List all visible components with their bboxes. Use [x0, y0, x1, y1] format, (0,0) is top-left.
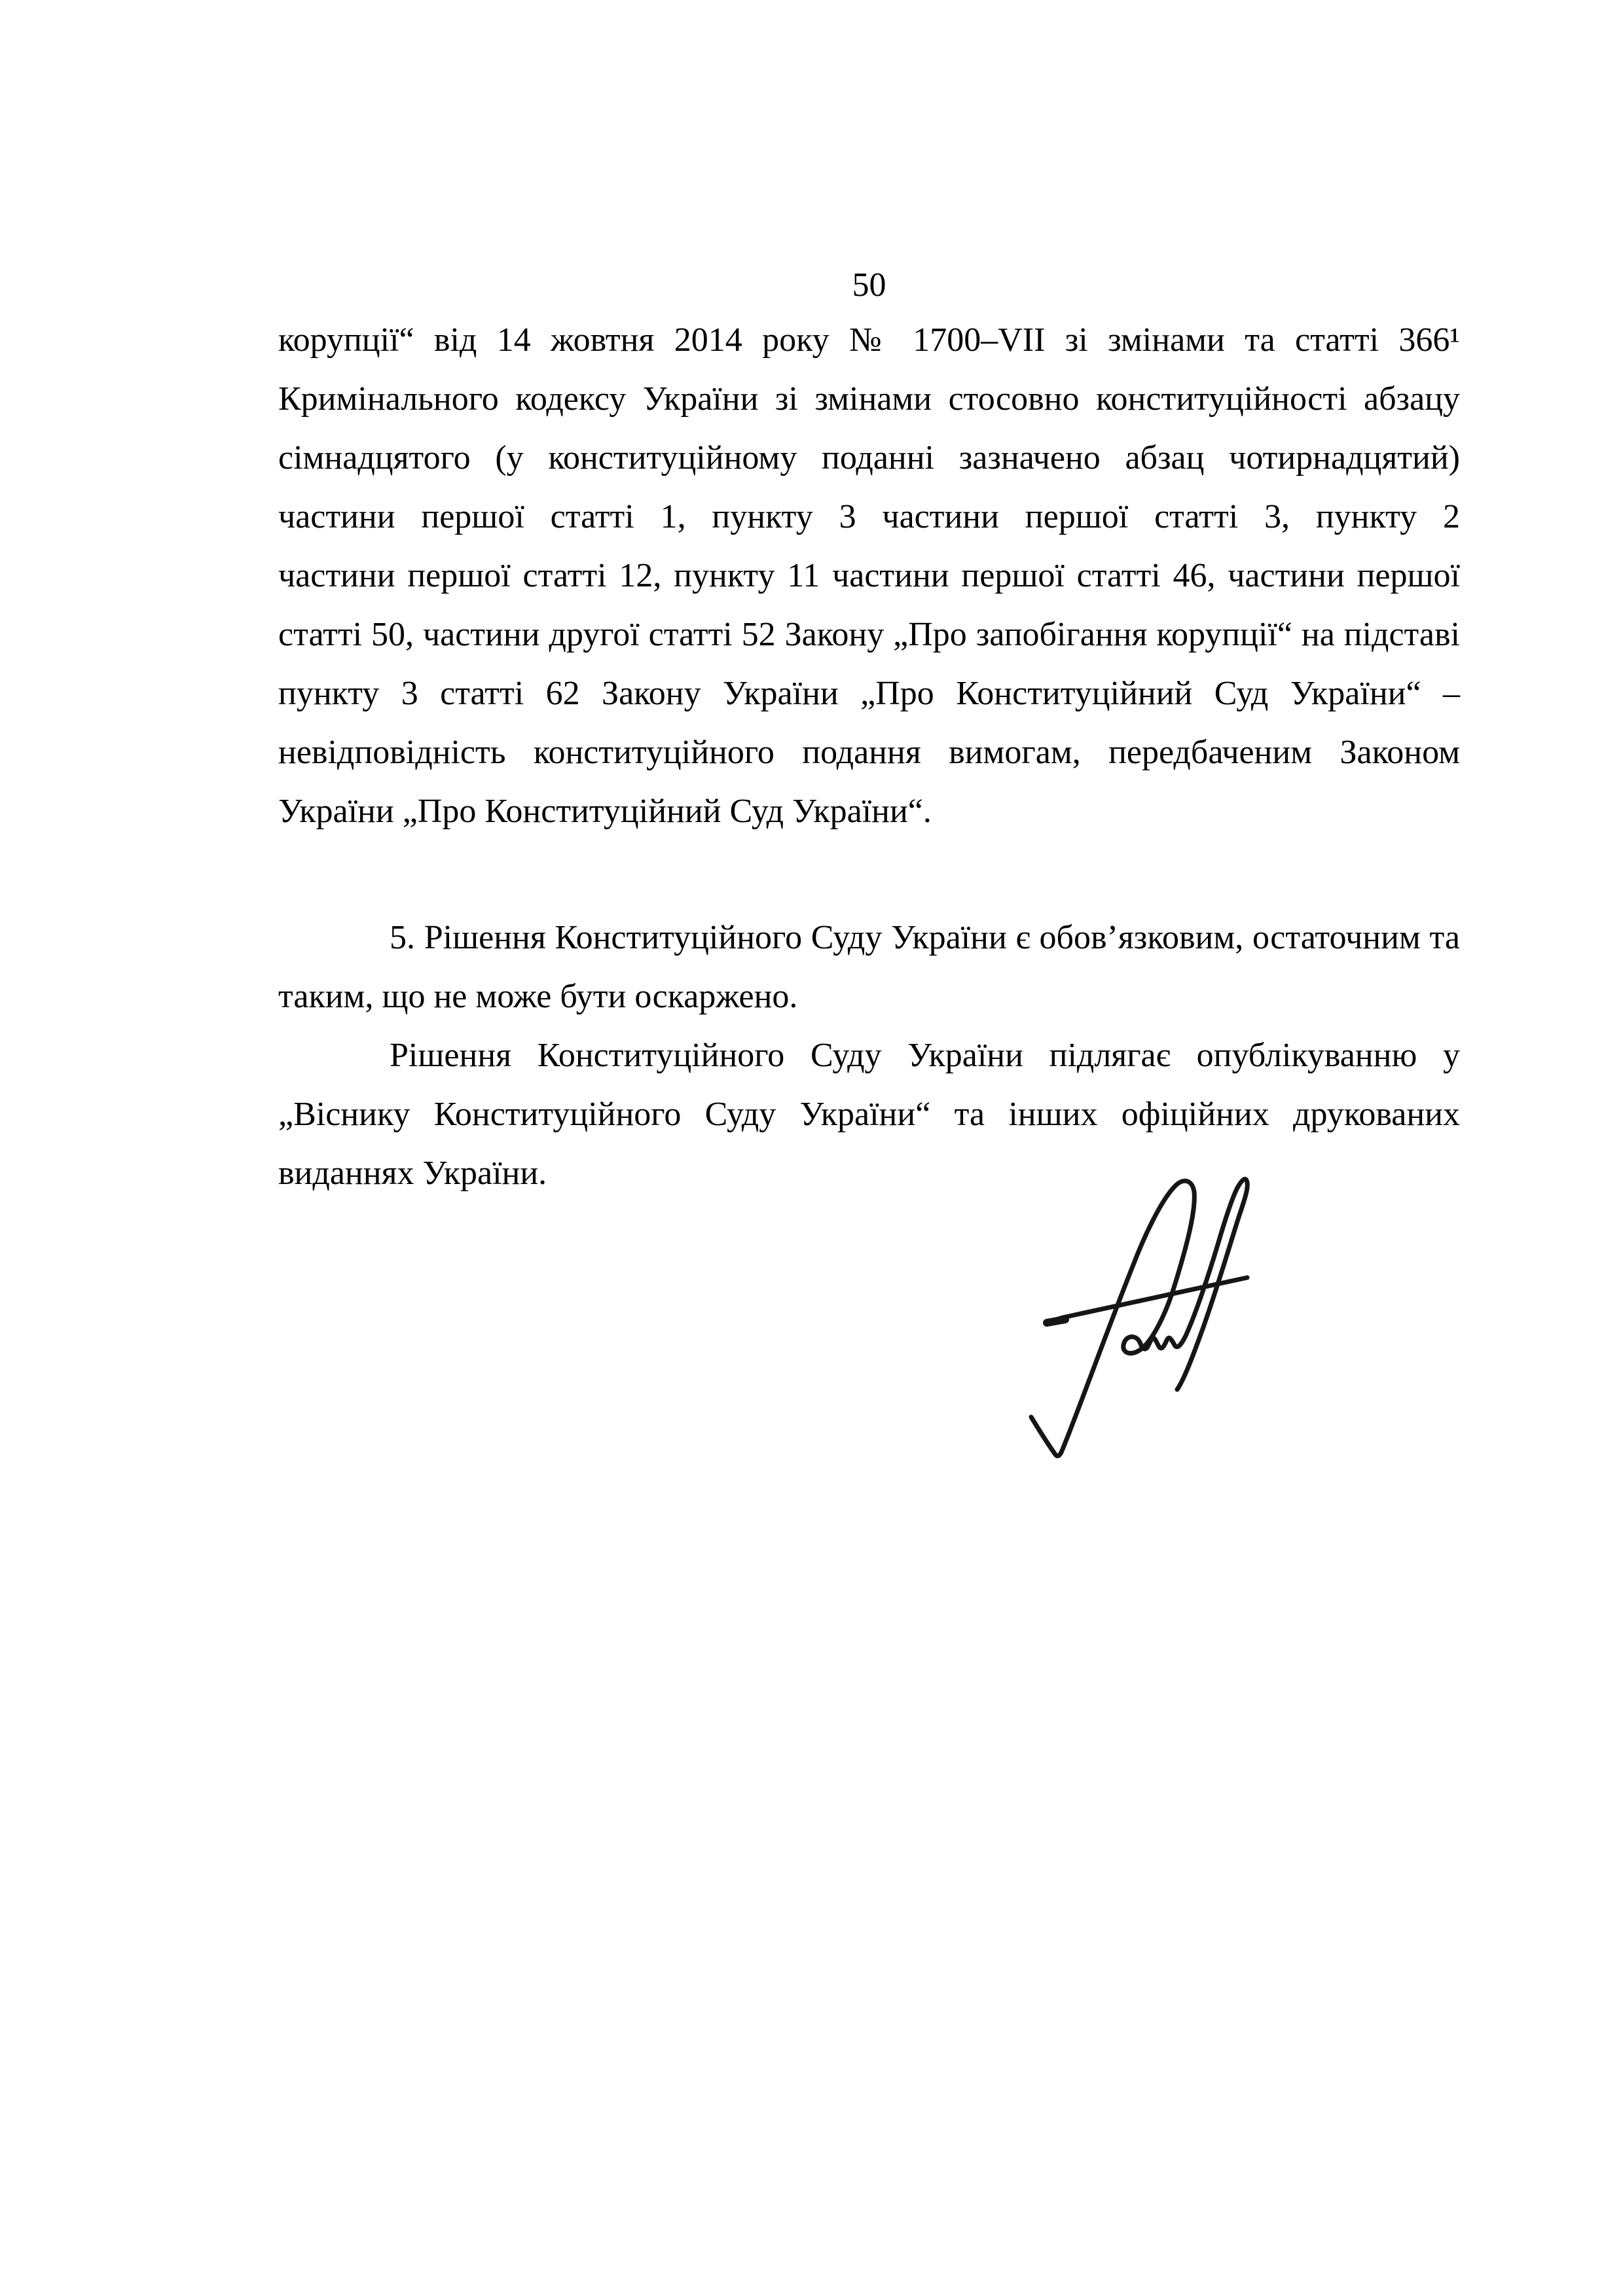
text-line: 5. Рішення Конституційного Суду України є обов’язковим, остаточним та: [390, 919, 1460, 956]
text-line: невідповідність конституційного подання вимогам, передбаченим Законом: [278, 734, 1460, 771]
text-line: сімнадцятого (у конституційному поданні зазначено абзац чотирнадцятий): [278, 439, 1460, 476]
text-line: частини першої статті 12, пункту 11 частини першої статті 46, частини першої: [278, 557, 1460, 594]
text-line: виданнях України.: [278, 1155, 547, 1192]
text-line: „Віснику Конституційного Суду України“ та інших офіційних друкованих: [278, 1096, 1460, 1133]
text-line: корупції“ від 14 жовтня 2014 року № 1700–VII зі змінами та статті 366¹: [278, 321, 1460, 359]
document-body: [278, 311, 1460, 1203]
paragraph-continuation: [278, 311, 1460, 841]
text-line: частини першої статті 1, пункту 3 частини першої статті 3, пункту 2: [278, 498, 1460, 535]
text-line: Кримінального кодексу України зі змінами стосовно конституційності абзацу: [278, 380, 1460, 418]
text-line: Рішення Конституційного Суду України підлягає опублікуванню у: [390, 1037, 1460, 1074]
paragraph-publication: [278, 1026, 1460, 1203]
text-line: України „Про Конституційний Суд України“.: [278, 793, 932, 830]
text-line: статті 50, частини другої статті 52 Закону „Про запобігання корупції“ на підставі: [278, 616, 1460, 653]
signature-image: [976, 1165, 1250, 1492]
paragraph-item-5: [278, 908, 1460, 1026]
text-line: пункту 3 статті 62 Закону України „Про Конституційний Суд України“ –: [278, 675, 1460, 712]
text-line: таким, що не може бути оскаржено.: [278, 978, 798, 1015]
page-number: 50: [852, 266, 886, 304]
